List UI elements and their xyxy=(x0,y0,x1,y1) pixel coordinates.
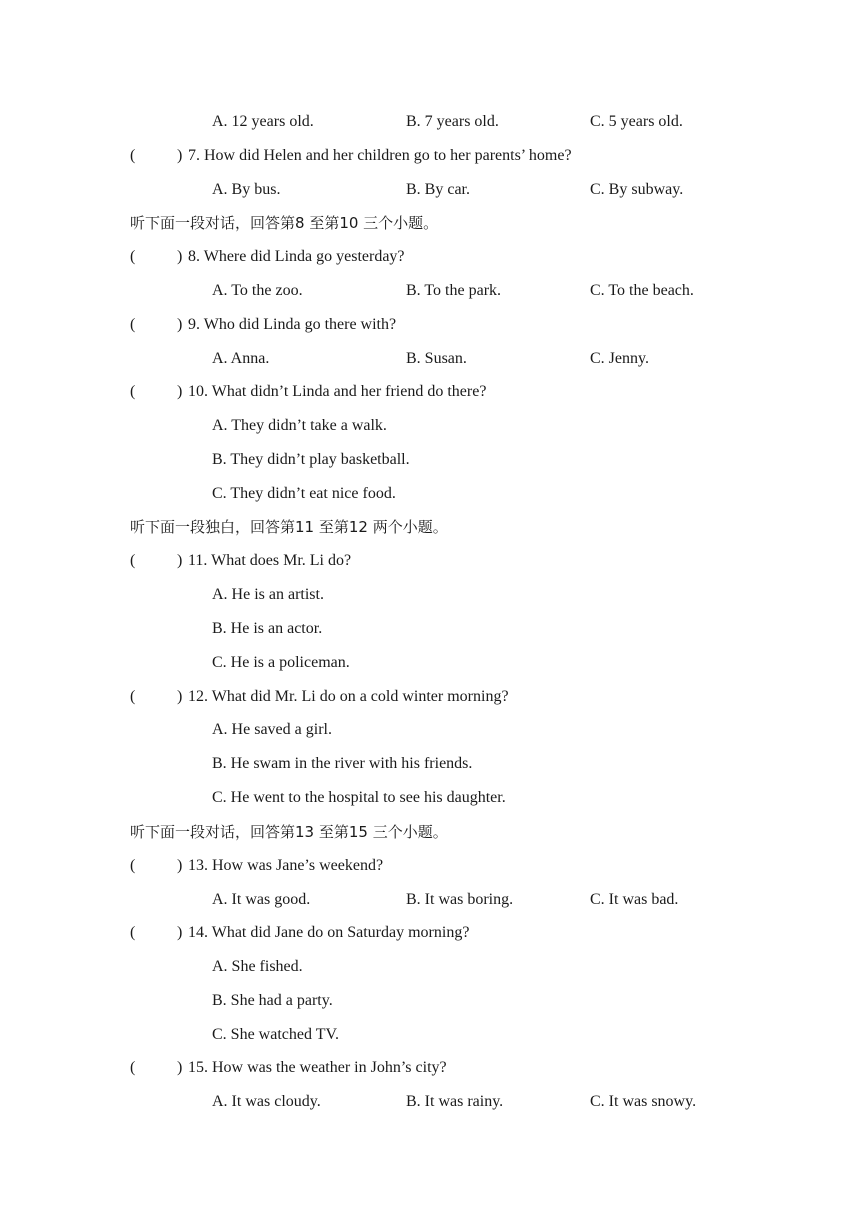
answer-blank-close: ) xyxy=(177,316,183,333)
answer-blank-close: ) xyxy=(177,924,183,941)
question-text: 9. Who did Linda go there with? xyxy=(188,316,397,333)
answer-blank-open: ( xyxy=(130,688,136,705)
q9-option-c: C. Jenny. xyxy=(590,350,649,367)
question-text: 8. Where did Linda go yesterday? xyxy=(188,248,405,265)
q6-option-c: C. 5 years old. xyxy=(590,113,683,130)
question-text: 11. What does Mr. Li do? xyxy=(188,552,352,569)
q10-option-c: C. They didn’t eat nice food. xyxy=(212,485,396,502)
question-text: 15. How was the weather in John’s city? xyxy=(188,1059,447,1076)
q15-option-b: B. It was rainy. xyxy=(406,1093,504,1110)
q10-option-a: A. They didn’t take a walk. xyxy=(212,417,387,434)
section-instruction-13-15: 听下面一段对话，回答第13 至第15 三个小题。 xyxy=(130,823,448,841)
q7-option-a: A. By bus. xyxy=(212,181,281,198)
q11-option-c: C. He is a policeman. xyxy=(212,654,350,671)
answer-blank-close: ) xyxy=(177,248,183,265)
answer-blank-close: ) xyxy=(177,857,183,874)
q8-option-c: C. To the beach. xyxy=(590,282,694,299)
q15-option-c: C. It was snowy. xyxy=(590,1093,697,1110)
question-text: 14. What did Jane do on Saturday morning? xyxy=(188,924,470,941)
q6-option-a: A. 12 years old. xyxy=(212,113,314,130)
q8-option-b: B. To the park. xyxy=(406,282,502,299)
q9-option-a: A. Anna. xyxy=(212,350,270,367)
answer-blank-close: ) xyxy=(177,147,183,164)
q13-option-a: A. It was good. xyxy=(212,891,311,908)
question-text: 13. How was Jane’s weekend? xyxy=(188,857,384,874)
answer-blank-close: ) xyxy=(177,688,183,705)
question-text: 10. What didn’t Linda and her friend do there? xyxy=(188,383,487,400)
section-instruction-8-10: 听下面一段对话，回答第8 至第10 三个小题。 xyxy=(130,214,439,232)
answer-blank-open: ( xyxy=(130,248,136,265)
q11-option-b: B. He is an actor. xyxy=(212,620,323,637)
answer-blank-open: ( xyxy=(130,857,136,874)
question-text: 12. What did Mr. Li do on a cold winter morning? xyxy=(188,688,509,705)
section-instruction-11-12: 听下面一段独白，回答第11 至第12 两个小题。 xyxy=(130,518,448,536)
q14-option-b: B. She had a party. xyxy=(212,992,333,1009)
q13-option-b: B. It was boring. xyxy=(406,891,514,908)
q14-option-c: C. She watched TV. xyxy=(212,1026,339,1043)
q8-option-a: A. To the zoo. xyxy=(212,282,303,299)
q12-option-a: A. He saved a girl. xyxy=(212,721,332,738)
answer-blank-open: ( xyxy=(130,383,136,400)
answer-blank-close: ) xyxy=(177,383,183,400)
answer-blank-close: ) xyxy=(177,1059,183,1076)
q14-option-a: A. She fished. xyxy=(212,958,303,975)
q9-option-b: B. Susan. xyxy=(406,350,467,367)
answer-blank-open: ( xyxy=(130,316,136,333)
answer-blank-open: ( xyxy=(130,924,136,941)
q13-option-c: C. It was bad. xyxy=(590,891,679,908)
answer-blank-close: ) xyxy=(177,552,183,569)
q15-option-a: A. It was cloudy. xyxy=(212,1093,321,1110)
q7-option-c: C. By subway. xyxy=(590,181,684,198)
q11-option-a: A. He is an artist. xyxy=(212,586,324,603)
q6-option-b: B. 7 years old. xyxy=(406,113,499,130)
q12-option-b: B. He swam in the river with his friends. xyxy=(212,755,473,772)
question-text: 7. How did Helen and her children go to her parents’ home? xyxy=(188,147,572,164)
answer-blank-open: ( xyxy=(130,552,136,569)
answer-blank-open: ( xyxy=(130,147,136,164)
answer-blank-open: ( xyxy=(130,1059,136,1076)
q10-option-b: B. They didn’t play basketball. xyxy=(212,451,410,468)
q12-option-c: C. He went to the hospital to see his daughter. xyxy=(212,789,506,806)
q7-option-b: B. By car. xyxy=(406,181,470,198)
